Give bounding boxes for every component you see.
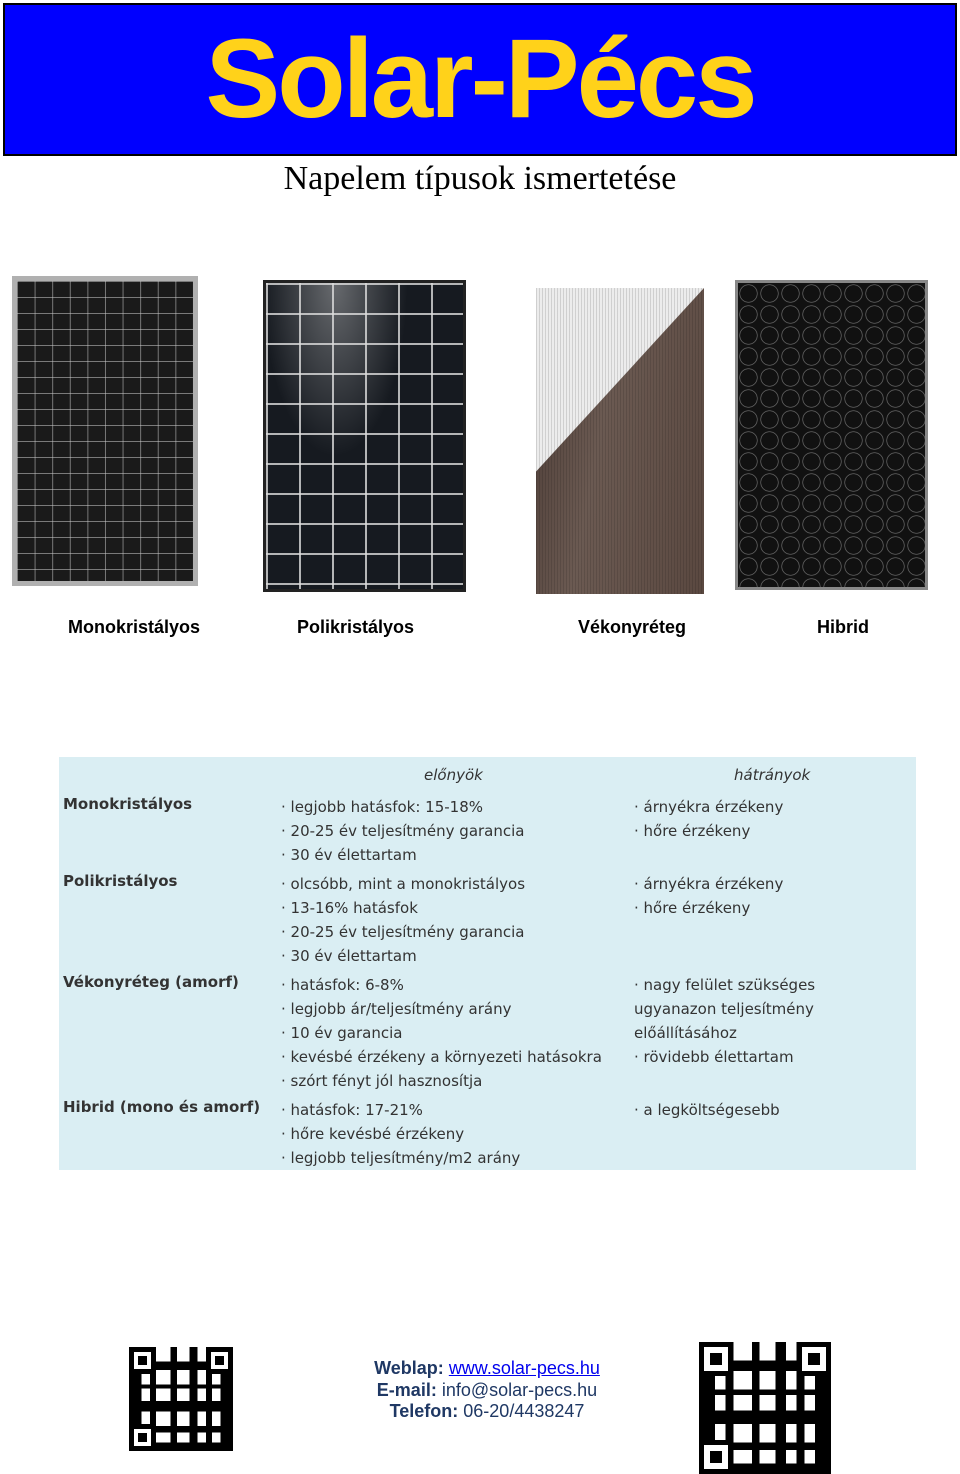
- panel-label-mono: Monokristályos: [68, 617, 201, 637]
- comparison-table: [59, 757, 916, 1170]
- cons-list: [634, 795, 783, 843]
- panel-label-hybrid: Hibrid: [817, 617, 869, 637]
- contact-web: [340, 1358, 634, 1380]
- pros-list: [281, 973, 602, 1093]
- list-item: · nagy felület szükséges: [634, 976, 816, 994]
- thin-film-panel-image: [536, 288, 704, 594]
- list-item: · hőre érzékeny: [634, 899, 751, 917]
- brand-title: Solar-Pécs: [205, 16, 755, 141]
- contact-phone: [340, 1401, 634, 1423]
- cons-list: [634, 1098, 780, 1122]
- hybrid-panel-image: [735, 280, 928, 590]
- list-item: · olcsóbb, mint a monokristályos: [281, 875, 526, 893]
- phone-label: Telefon:: [389, 1401, 459, 1421]
- list-item: · legjobb teljesítmény/m2 arány: [281, 1149, 521, 1167]
- qr-finder: [699, 1342, 733, 1376]
- pros-list: [281, 872, 525, 968]
- list-item: · rövidebb élettartam: [634, 1048, 794, 1066]
- header-cons: hátrányok: [734, 766, 811, 784]
- row-name: Polikristályos: [63, 872, 178, 890]
- row-name: Vékonyréteg (amorf): [63, 973, 239, 991]
- email-label: E-mail:: [376, 1379, 437, 1400]
- contact-email: [340, 1380, 634, 1402]
- qr-finder: [129, 1424, 156, 1451]
- web-label: Weblap:: [374, 1358, 444, 1378]
- web-link[interactable]: www.solar-pecs.hu: [448, 1358, 600, 1378]
- list-item: · legjobb ár/teljesítmény arány: [281, 1000, 512, 1018]
- monocrystalline-panel-image: [12, 276, 198, 586]
- list-item: · kevésbé érzékeny a környezeti hatásokra: [281, 1048, 602, 1066]
- list-item: · 10 év garancia: [281, 1024, 403, 1042]
- brand-banner: [3, 3, 957, 156]
- list-item: · árnyékra érzékeny: [634, 875, 784, 893]
- list-item: · 30 év élettartam: [281, 846, 417, 864]
- list-item: · hatásfok: 17-21%: [281, 1101, 423, 1119]
- list-item: ugyanazon teljesítmény: [634, 1000, 814, 1018]
- list-item: · legjobb hatásfok: 15-18%: [281, 798, 484, 816]
- qr-code-right: [699, 1342, 831, 1474]
- cons-list: [634, 872, 783, 920]
- pros-list: [281, 795, 524, 867]
- list-item: előállításához: [634, 1024, 737, 1042]
- list-item: · 20-25 év teljesítmény garancia: [281, 822, 525, 840]
- phone-value: 06-20/4438247: [463, 1401, 585, 1421]
- polycrystalline-panel-image: [263, 280, 466, 592]
- panel-labels: [0, 617, 960, 643]
- list-item: · hőre kevésbé érzékeny: [281, 1125, 465, 1143]
- qr-finder: [206, 1347, 233, 1374]
- list-item: · 20-25 év teljesítmény garancia: [281, 923, 525, 941]
- qr-code-left: [129, 1347, 233, 1451]
- email-value: info@solar-pecs.hu: [441, 1379, 598, 1400]
- row-name: Hibrid (mono és amorf): [63, 1098, 261, 1116]
- qr-finder: [699, 1440, 733, 1474]
- page-subtitle: Napelem típusok ismertetése: [283, 160, 677, 197]
- list-item: · hőre érzékeny: [634, 822, 751, 840]
- list-item: · árnyékra érzékeny: [634, 798, 784, 816]
- panel-label-thin: Vékonyréteg: [578, 617, 687, 637]
- list-item: · szórt fényt jól hasznosítja: [281, 1072, 483, 1090]
- cons-list: [634, 973, 815, 1069]
- list-item: · a legköltségesebb: [634, 1101, 780, 1119]
- qr-finder: [129, 1347, 156, 1374]
- list-item: · hatásfok: 6-8%: [281, 976, 404, 994]
- list-item: · 13-16% hatásfok: [281, 899, 418, 917]
- row-name: Monokristályos: [63, 795, 193, 813]
- list-item: · 30 év élettartam: [281, 947, 417, 965]
- contact-block: [340, 1358, 634, 1423]
- header-pros: előnyök: [424, 766, 483, 784]
- pros-list: [281, 1098, 520, 1170]
- panel-label-poly: Polikristályos: [297, 617, 415, 637]
- qr-finder: [797, 1342, 831, 1376]
